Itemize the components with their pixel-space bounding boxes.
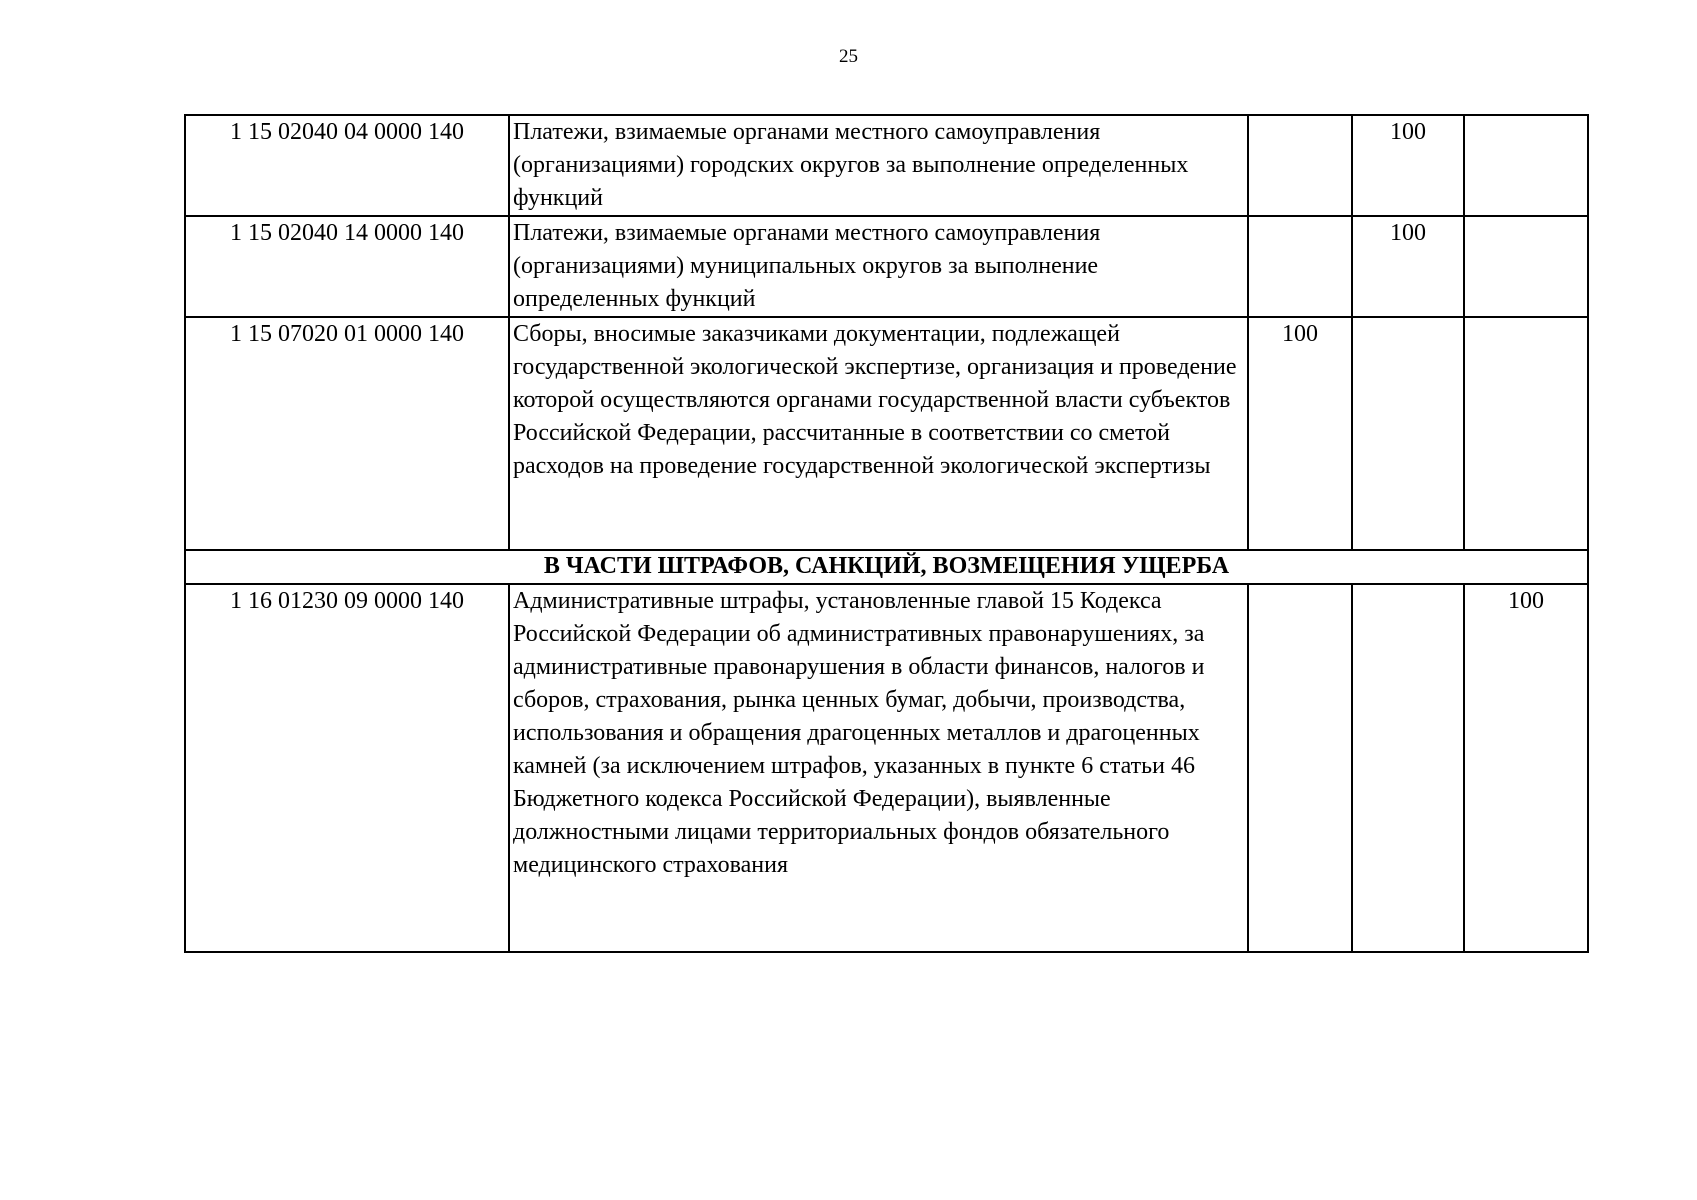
budget-code: 1 15 02040 04 0000 140 — [185, 115, 509, 216]
section-heading: В ЧАСТИ ШТРАФОВ, САНКЦИЙ, ВОЗМЕЩЕНИЯ УЩЕРБА — [185, 550, 1588, 584]
budget-code: 1 15 07020 01 0000 140 — [185, 317, 509, 550]
value-col-3 — [1464, 115, 1588, 216]
table-row — [185, 317, 1588, 550]
row-description: Сборы, вносимые заказчиками документации, подлежащей государственной экологической экспертизе, организация и проведение которой осуществляются органами государственной власти субъектов Российской Федерации, рассчитанные в соответствии со сметой расходов на проведение государственной экологической экспертизы — [509, 317, 1248, 550]
value-col-2 — [1352, 584, 1464, 952]
value-col-2: 100 — [1352, 115, 1464, 216]
section-header-row — [185, 550, 1588, 584]
budget-code: 1 16 01230 09 0000 140 — [185, 584, 509, 952]
row-description: Платежи, взимаемые органами местного самоуправления (организациями) муниципальных округов за выполнение определенных функций — [509, 216, 1248, 317]
page-number: 25 — [839, 46, 858, 67]
budget-code: 1 15 02040 14 0000 140 — [185, 216, 509, 317]
value-col-2: 100 — [1352, 216, 1464, 317]
value-col-1 — [1248, 584, 1352, 952]
value-col-2 — [1352, 317, 1464, 550]
table-row — [185, 216, 1588, 317]
value-col-3: 100 — [1464, 584, 1588, 952]
value-col-1: 100 — [1248, 317, 1352, 550]
value-col-3 — [1464, 216, 1588, 317]
row-description: Административные штрафы, установленные главой 15 Кодекса Российской Федерации об административных правонарушениях, за административные правонарушения в области финансов, налогов и сборов, страхования, рынка ценных бумаг, добычи, производства, использования и обращения драгоценных металлов и драгоценных камней (за исключением штрафов, указанных в пункте 6 статьи 46 Бюджетного кодекса Российской Федерации), выявленные должностными лицами территориальных фондов обязательного медицинского страхования — [509, 584, 1248, 952]
value-col-1 — [1248, 216, 1352, 317]
table-row — [185, 584, 1588, 952]
value-col-1 — [1248, 115, 1352, 216]
budget-table — [184, 114, 1589, 953]
row-description: Платежи, взимаемые органами местного самоуправления (организациями) городских округов за выполнение определенных функций — [509, 115, 1248, 216]
value-col-3 — [1464, 317, 1588, 550]
table-row — [185, 115, 1588, 216]
